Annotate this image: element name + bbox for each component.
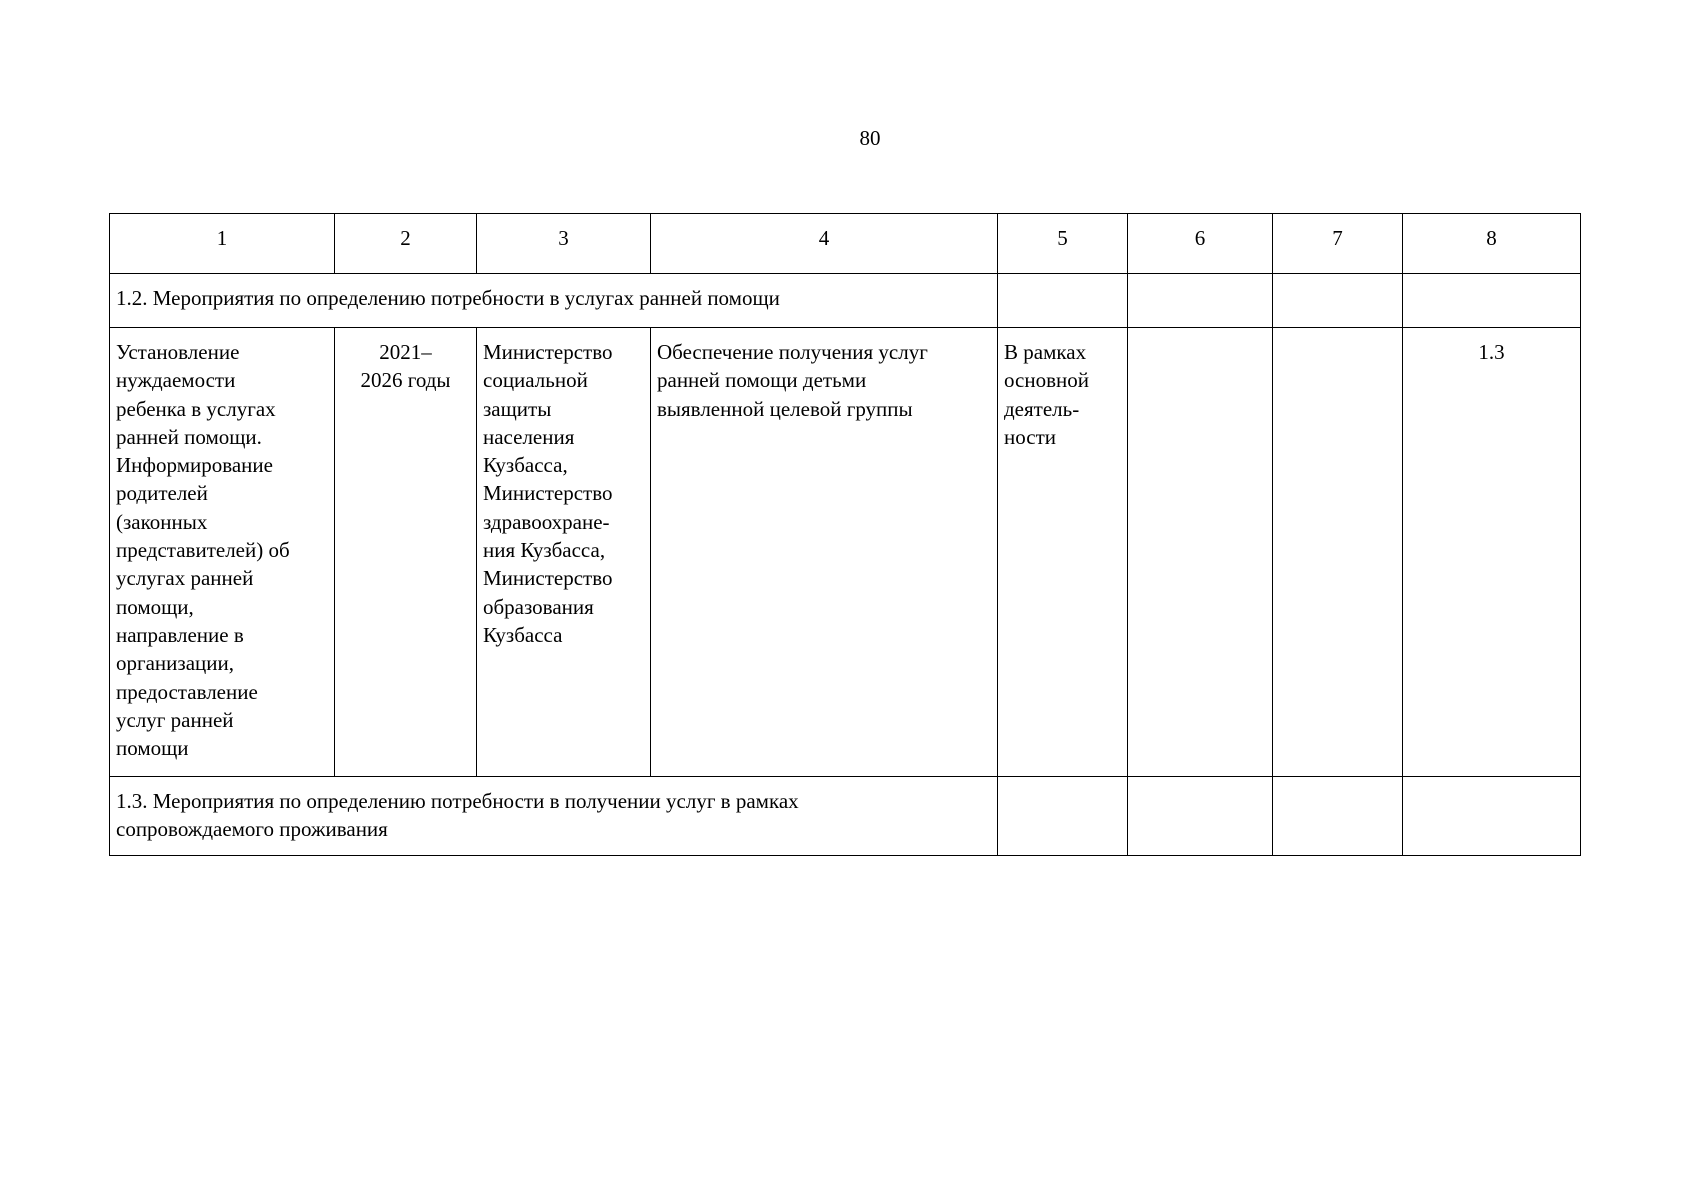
section-1-3-col5 [998,777,1128,856]
measure-col6 [1128,328,1273,777]
column-header-6: 6 [1128,214,1273,274]
measure-expected-result: Обеспечение получения услуг ранней помощи детьми выявленной целевой группы [651,328,998,777]
measure-indicator: 1.3 [1403,328,1581,777]
section-row-1-3 [110,777,1581,856]
measure-description: Установление нуждаемости ребенка в услугах ранней помощи. Информирование родителей (законных представителей) об услугах ранней помощи, направление в организации, предоставление услуг ранней помощи [110,328,335,777]
table-header-row [110,214,1581,274]
section-1-2-col8 [1403,274,1581,328]
measure-period: 2021– 2026 годы [335,328,477,777]
column-header-8: 8 [1403,214,1581,274]
section-1-2-col6 [1128,274,1273,328]
column-header-1: 1 [110,214,335,274]
section-title-1-2: 1.2. Мероприятия по определению потребности в услугах ранней помощи [110,274,998,328]
page-number: 80 [859,126,881,150]
section-1-3-col7 [1273,777,1403,856]
section-1-3-col6 [1128,777,1273,856]
column-header-3: 3 [477,214,651,274]
column-header-7: 7 [1273,214,1403,274]
section-1-3-col8 [1403,777,1581,856]
section-row-1-2 [110,274,1581,328]
measures-table [109,213,1581,856]
column-header-4: 4 [651,214,998,274]
measure-funding: В рамках основной деятель- ности [998,328,1128,777]
column-header-2: 2 [335,214,477,274]
section-title-1-3: 1.3. Мероприятия по определению потребности в получении услуг в рамках сопровождаемого проживания [110,777,998,856]
column-header-5: 5 [998,214,1128,274]
table-row [110,328,1581,777]
measure-responsible: Министерство социальной защиты населения Кузбасса, Министерство здравоохране- ния Кузбасса, Министерство образования Кузбасса [477,328,651,777]
measure-col7 [1273,328,1403,777]
section-1-2-col7 [1273,274,1403,328]
section-1-2-col5 [998,274,1128,328]
